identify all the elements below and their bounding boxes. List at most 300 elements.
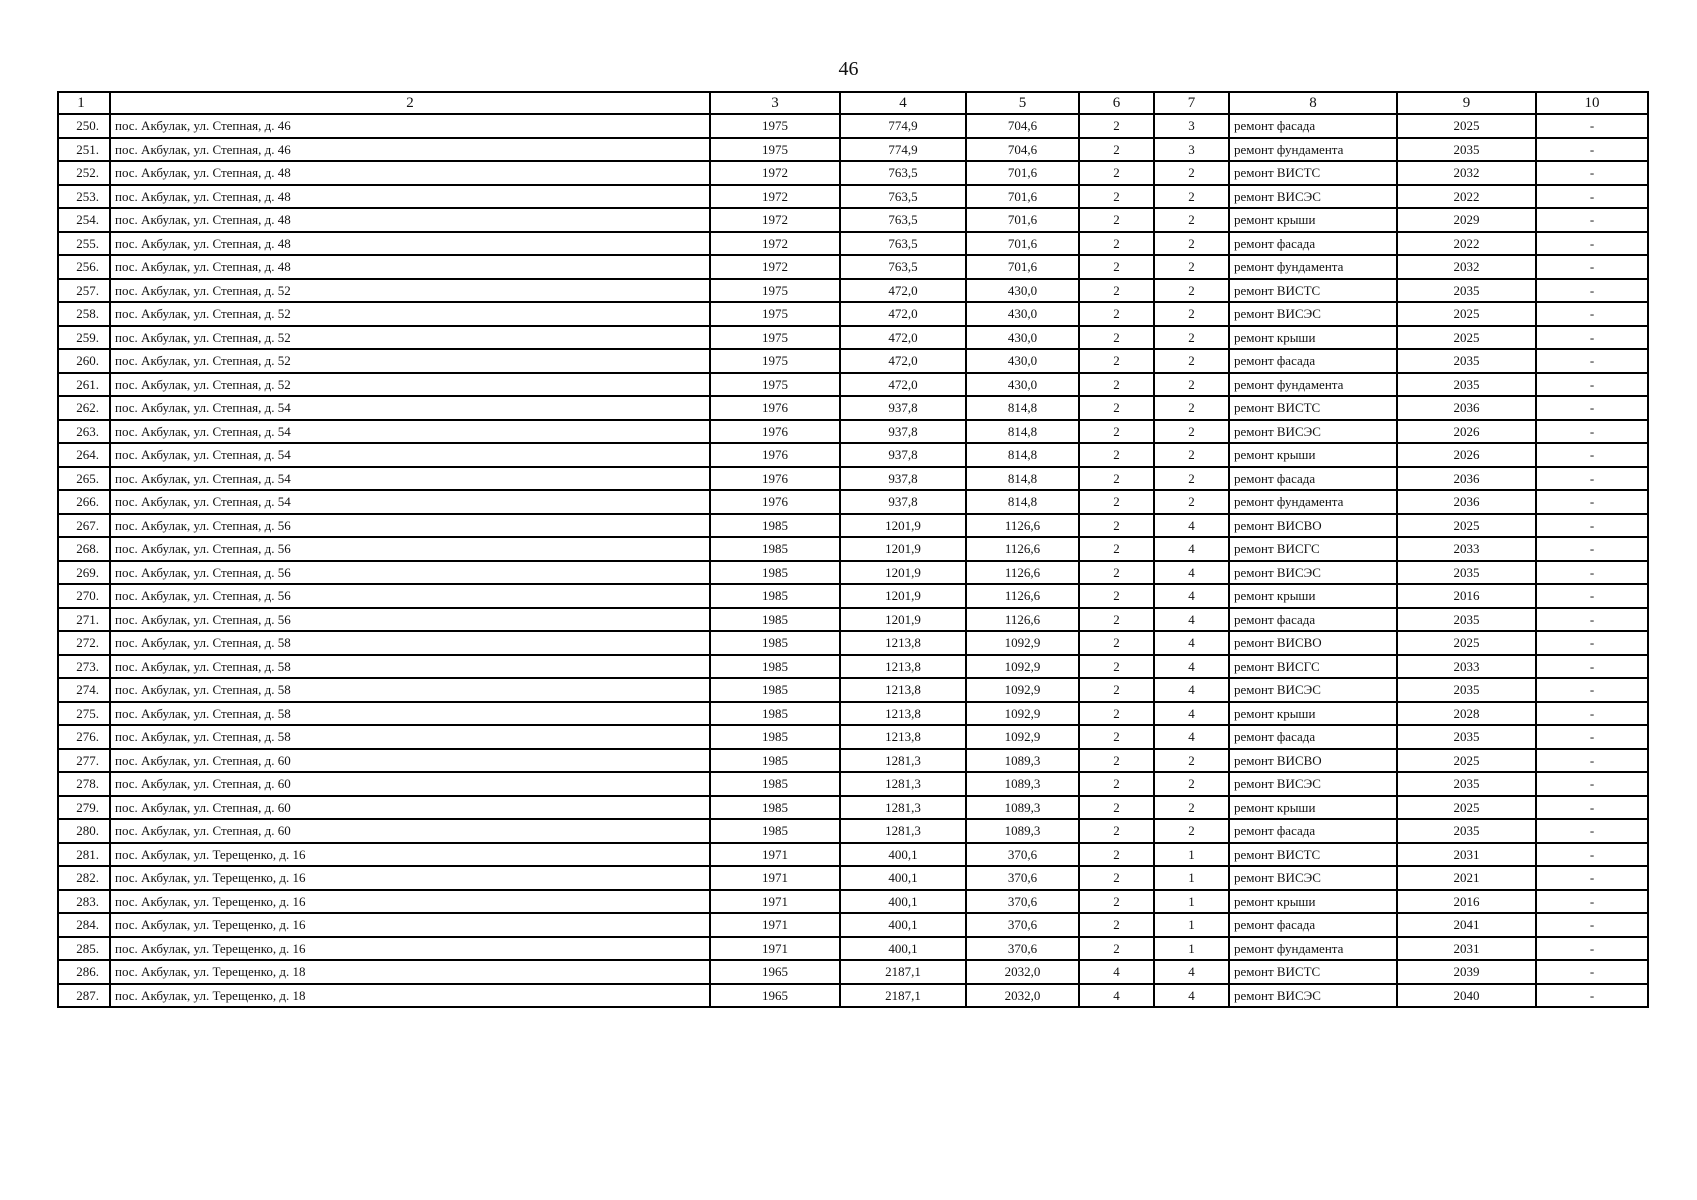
total-area-cell: 937,8	[840, 490, 966, 514]
floors-cell: 2	[1079, 890, 1154, 914]
floors-cell: 2	[1079, 161, 1154, 185]
total-area-cell: 400,1	[840, 866, 966, 890]
row-number-cell: 286.	[58, 960, 110, 984]
total-area-cell: 937,8	[840, 420, 966, 444]
planned-year-cell: 2025	[1397, 326, 1536, 350]
floors-cell: 2	[1079, 655, 1154, 679]
address-cell: пос. Акбулак, ул. Степная, д. 54	[110, 396, 710, 420]
year-built-cell: 1985	[710, 537, 840, 561]
table-row	[58, 467, 1648, 491]
table-row	[58, 843, 1648, 867]
table-row	[58, 819, 1648, 843]
entrances-cell: 2	[1154, 161, 1229, 185]
year-built-cell: 1985	[710, 725, 840, 749]
planned-year-cell: 2025	[1397, 514, 1536, 538]
note-cell: -	[1536, 443, 1648, 467]
row-number-cell: 276.	[58, 725, 110, 749]
note-cell: -	[1536, 608, 1648, 632]
note-cell: -	[1536, 819, 1648, 843]
planned-year-cell: 2025	[1397, 302, 1536, 326]
entrances-cell: 1	[1154, 866, 1229, 890]
row-number-cell: 260.	[58, 349, 110, 373]
address-cell: пос. Акбулак, ул. Степная, д. 46	[110, 138, 710, 162]
row-number-cell: 274.	[58, 678, 110, 702]
entrances-cell: 4	[1154, 514, 1229, 538]
note-cell: -	[1536, 255, 1648, 279]
total-area-cell: 763,5	[840, 161, 966, 185]
total-area-cell: 1201,9	[840, 561, 966, 585]
living-area-cell: 430,0	[966, 349, 1079, 373]
row-number-cell: 269.	[58, 561, 110, 585]
note-cell: -	[1536, 866, 1648, 890]
row-number-cell: 250.	[58, 114, 110, 138]
planned-year-cell: 2035	[1397, 561, 1536, 585]
floors-cell: 2	[1079, 678, 1154, 702]
work-type-cell: ремонт ВИСТС	[1229, 161, 1397, 185]
address-cell: пос. Акбулак, ул. Терещенко, д. 16	[110, 890, 710, 914]
year-built-cell: 1985	[710, 514, 840, 538]
total-area-cell: 937,8	[840, 467, 966, 491]
planned-year-cell: 2016	[1397, 890, 1536, 914]
note-cell: -	[1536, 467, 1648, 491]
entrances-cell: 4	[1154, 678, 1229, 702]
work-type-cell: ремонт ВИСТС	[1229, 960, 1397, 984]
work-type-cell: ремонт крыши	[1229, 443, 1397, 467]
address-cell: пос. Акбулак, ул. Степная, д. 48	[110, 208, 710, 232]
entrances-cell: 2	[1154, 796, 1229, 820]
note-cell: -	[1536, 843, 1648, 867]
note-cell: -	[1536, 279, 1648, 303]
total-area-cell: 472,0	[840, 349, 966, 373]
work-type-cell: ремонт ВИСГС	[1229, 655, 1397, 679]
living-area-cell: 1089,3	[966, 749, 1079, 773]
work-type-cell: ремонт фасада	[1229, 349, 1397, 373]
planned-year-cell: 2033	[1397, 537, 1536, 561]
row-number-cell: 273.	[58, 655, 110, 679]
living-area-cell: 1092,9	[966, 631, 1079, 655]
address-cell: пос. Акбулак, ул. Степная, д. 58	[110, 655, 710, 679]
table-row	[58, 232, 1648, 256]
table-row	[58, 960, 1648, 984]
planned-year-cell: 2039	[1397, 960, 1536, 984]
table-row	[58, 937, 1648, 961]
address-cell: пос. Акбулак, ул. Степная, д. 48	[110, 185, 710, 209]
entrances-cell: 2	[1154, 279, 1229, 303]
total-area-cell: 472,0	[840, 279, 966, 303]
living-area-cell: 1089,3	[966, 819, 1079, 843]
table-row	[58, 490, 1648, 514]
row-number-cell: 253.	[58, 185, 110, 209]
living-area-cell: 1092,9	[966, 702, 1079, 726]
note-cell: -	[1536, 185, 1648, 209]
row-number-cell: 259.	[58, 326, 110, 350]
floors-cell: 2	[1079, 373, 1154, 397]
table-row	[58, 866, 1648, 890]
address-cell: пос. Акбулак, ул. Терещенко, д. 18	[110, 960, 710, 984]
year-built-cell: 1985	[710, 702, 840, 726]
planned-year-cell: 2031	[1397, 843, 1536, 867]
address-cell: пос. Акбулак, ул. Степная, д. 58	[110, 725, 710, 749]
row-number-cell: 255.	[58, 232, 110, 256]
living-area-cell: 1089,3	[966, 796, 1079, 820]
address-cell: пос. Акбулак, ул. Терещенко, д. 18	[110, 984, 710, 1008]
floors-cell: 2	[1079, 138, 1154, 162]
total-area-cell: 937,8	[840, 396, 966, 420]
entrances-cell: 2	[1154, 420, 1229, 444]
note-cell: -	[1536, 796, 1648, 820]
row-number-cell: 258.	[58, 302, 110, 326]
living-area-cell: 430,0	[966, 326, 1079, 350]
floors-cell: 2	[1079, 467, 1154, 491]
header-cell: 7	[1154, 92, 1229, 114]
table-row	[58, 302, 1648, 326]
address-cell: пос. Акбулак, ул. Степная, д. 52	[110, 349, 710, 373]
planned-year-cell: 2026	[1397, 420, 1536, 444]
address-cell: пос. Акбулак, ул. Степная, д. 58	[110, 631, 710, 655]
note-cell: -	[1536, 678, 1648, 702]
planned-year-cell: 2025	[1397, 796, 1536, 820]
header-cell: 2	[110, 92, 710, 114]
entrances-cell: 1	[1154, 890, 1229, 914]
entrances-cell: 2	[1154, 373, 1229, 397]
address-cell: пос. Акбулак, ул. Степная, д. 52	[110, 326, 710, 350]
entrances-cell: 4	[1154, 631, 1229, 655]
entrances-cell: 2	[1154, 772, 1229, 796]
planned-year-cell: 2035	[1397, 279, 1536, 303]
year-built-cell: 1976	[710, 490, 840, 514]
note-cell: -	[1536, 373, 1648, 397]
floors-cell: 2	[1079, 584, 1154, 608]
year-built-cell: 1985	[710, 584, 840, 608]
address-cell: пос. Акбулак, ул. Степная, д. 52	[110, 373, 710, 397]
floors-cell: 2	[1079, 913, 1154, 937]
living-area-cell: 1092,9	[966, 725, 1079, 749]
living-area-cell: 701,6	[966, 255, 1079, 279]
total-area-cell: 763,5	[840, 255, 966, 279]
entrances-cell: 2	[1154, 232, 1229, 256]
table-row	[58, 349, 1648, 373]
work-type-cell: ремонт ВИСЭС	[1229, 678, 1397, 702]
row-number-cell: 287.	[58, 984, 110, 1008]
row-number-cell: 266.	[58, 490, 110, 514]
planned-year-cell: 2035	[1397, 608, 1536, 632]
work-type-cell: ремонт крыши	[1229, 326, 1397, 350]
work-type-cell: ремонт фундамента	[1229, 138, 1397, 162]
header-cell: 9	[1397, 92, 1536, 114]
note-cell: -	[1536, 937, 1648, 961]
living-area-cell: 814,8	[966, 467, 1079, 491]
floors-cell: 2	[1079, 420, 1154, 444]
row-number-cell: 275.	[58, 702, 110, 726]
floors-cell: 2	[1079, 866, 1154, 890]
floors-cell: 2	[1079, 749, 1154, 773]
year-built-cell: 1975	[710, 114, 840, 138]
table-row	[58, 185, 1648, 209]
total-area-cell: 1281,3	[840, 796, 966, 820]
year-built-cell: 1971	[710, 913, 840, 937]
work-type-cell: ремонт ВИСЭС	[1229, 984, 1397, 1008]
year-built-cell: 1972	[710, 185, 840, 209]
year-built-cell: 1972	[710, 232, 840, 256]
work-type-cell: ремонт крыши	[1229, 890, 1397, 914]
note-cell: -	[1536, 984, 1648, 1008]
entrances-cell: 4	[1154, 655, 1229, 679]
work-type-cell: ремонт крыши	[1229, 208, 1397, 232]
living-area-cell: 814,8	[966, 396, 1079, 420]
living-area-cell: 1126,6	[966, 561, 1079, 585]
living-area-cell: 370,6	[966, 843, 1079, 867]
living-area-cell: 701,6	[966, 208, 1079, 232]
table-row	[58, 161, 1648, 185]
entrances-cell: 1	[1154, 937, 1229, 961]
total-area-cell: 1201,9	[840, 514, 966, 538]
header-cell: 4	[840, 92, 966, 114]
entrances-cell: 2	[1154, 443, 1229, 467]
table-row	[58, 890, 1648, 914]
planned-year-cell: 2028	[1397, 702, 1536, 726]
work-type-cell: ремонт ВИСВО	[1229, 631, 1397, 655]
living-area-cell: 701,6	[966, 161, 1079, 185]
entrances-cell: 2	[1154, 749, 1229, 773]
planned-year-cell: 2035	[1397, 678, 1536, 702]
entrances-cell: 4	[1154, 960, 1229, 984]
year-built-cell: 1985	[710, 608, 840, 632]
planned-year-cell: 2032	[1397, 161, 1536, 185]
work-type-cell: ремонт ВИСТС	[1229, 279, 1397, 303]
total-area-cell: 472,0	[840, 302, 966, 326]
planned-year-cell: 2025	[1397, 114, 1536, 138]
floors-cell: 2	[1079, 819, 1154, 843]
living-area-cell: 430,0	[966, 279, 1079, 303]
entrances-cell: 2	[1154, 185, 1229, 209]
year-built-cell: 1975	[710, 349, 840, 373]
floors-cell: 4	[1079, 984, 1154, 1008]
year-built-cell: 1975	[710, 138, 840, 162]
address-cell: пос. Акбулак, ул. Степная, д. 56	[110, 514, 710, 538]
address-cell: пос. Акбулак, ул. Степная, д. 46	[110, 114, 710, 138]
address-cell: пос. Акбулак, ул. Степная, д. 52	[110, 302, 710, 326]
total-area-cell: 937,8	[840, 443, 966, 467]
planned-year-cell: 2035	[1397, 725, 1536, 749]
floors-cell: 2	[1079, 326, 1154, 350]
work-type-cell: ремонт ВИСВО	[1229, 514, 1397, 538]
address-cell: пос. Акбулак, ул. Степная, д. 54	[110, 420, 710, 444]
row-number-cell: 263.	[58, 420, 110, 444]
total-area-cell: 400,1	[840, 890, 966, 914]
total-area-cell: 1201,9	[840, 608, 966, 632]
work-type-cell: ремонт фасада	[1229, 819, 1397, 843]
year-built-cell: 1976	[710, 396, 840, 420]
row-number-cell: 285.	[58, 937, 110, 961]
work-type-cell: ремонт фасада	[1229, 232, 1397, 256]
year-built-cell: 1976	[710, 420, 840, 444]
table-row	[58, 749, 1648, 773]
table-row	[58, 537, 1648, 561]
living-area-cell: 370,6	[966, 890, 1079, 914]
floors-cell: 2	[1079, 537, 1154, 561]
entrances-cell: 4	[1154, 984, 1229, 1008]
living-area-cell: 814,8	[966, 443, 1079, 467]
note-cell: -	[1536, 725, 1648, 749]
row-number-cell: 280.	[58, 819, 110, 843]
entrances-cell: 4	[1154, 608, 1229, 632]
address-cell: пос. Акбулак, ул. Степная, д. 52	[110, 279, 710, 303]
row-number-cell: 257.	[58, 279, 110, 303]
table-row	[58, 984, 1648, 1008]
planned-year-cell: 2035	[1397, 138, 1536, 162]
work-type-cell: ремонт крыши	[1229, 584, 1397, 608]
row-number-cell: 278.	[58, 772, 110, 796]
year-built-cell: 1985	[710, 749, 840, 773]
floors-cell: 2	[1079, 349, 1154, 373]
row-number-cell: 284.	[58, 913, 110, 937]
address-cell: пос. Акбулак, ул. Степная, д. 54	[110, 490, 710, 514]
work-type-cell: ремонт крыши	[1229, 796, 1397, 820]
row-number-cell: 256.	[58, 255, 110, 279]
row-number-cell: 251.	[58, 138, 110, 162]
planned-year-cell: 2035	[1397, 819, 1536, 843]
entrances-cell: 4	[1154, 561, 1229, 585]
floors-cell: 2	[1079, 514, 1154, 538]
table-row	[58, 631, 1648, 655]
planned-year-cell: 2016	[1397, 584, 1536, 608]
table-row	[58, 561, 1648, 585]
table-row	[58, 772, 1648, 796]
address-cell: пос. Акбулак, ул. Степная, д. 56	[110, 561, 710, 585]
table-row	[58, 208, 1648, 232]
work-type-cell: ремонт ВИСТС	[1229, 843, 1397, 867]
header-cell: 8	[1229, 92, 1397, 114]
address-cell: пос. Акбулак, ул. Терещенко, д. 16	[110, 866, 710, 890]
address-cell: пос. Акбулак, ул. Степная, д. 48	[110, 255, 710, 279]
note-cell: -	[1536, 584, 1648, 608]
floors-cell: 4	[1079, 960, 1154, 984]
entrances-cell: 1	[1154, 843, 1229, 867]
year-built-cell: 1976	[710, 467, 840, 491]
address-cell: пос. Акбулак, ул. Степная, д. 54	[110, 443, 710, 467]
work-type-cell: ремонт ВИСЭС	[1229, 302, 1397, 326]
note-cell: -	[1536, 702, 1648, 726]
entrances-cell: 2	[1154, 349, 1229, 373]
floors-cell: 2	[1079, 114, 1154, 138]
total-area-cell: 2187,1	[840, 960, 966, 984]
address-cell: пос. Акбулак, ул. Степная, д. 56	[110, 608, 710, 632]
entrances-cell: 4	[1154, 702, 1229, 726]
header-cell: 10	[1536, 92, 1648, 114]
entrances-cell: 4	[1154, 584, 1229, 608]
total-area-cell: 774,9	[840, 114, 966, 138]
row-number-cell: 281.	[58, 843, 110, 867]
living-area-cell: 704,6	[966, 138, 1079, 162]
entrances-cell: 2	[1154, 208, 1229, 232]
floors-cell: 2	[1079, 608, 1154, 632]
row-number-cell: 262.	[58, 396, 110, 420]
address-cell: пос. Акбулак, ул. Степная, д. 56	[110, 584, 710, 608]
floors-cell: 2	[1079, 302, 1154, 326]
work-type-cell: ремонт фундамента	[1229, 490, 1397, 514]
planned-year-cell: 2035	[1397, 373, 1536, 397]
table-row	[58, 279, 1648, 303]
total-area-cell: 1201,9	[840, 584, 966, 608]
floors-cell: 2	[1079, 185, 1154, 209]
work-type-cell: ремонт ВИСЭС	[1229, 420, 1397, 444]
table-row	[58, 796, 1648, 820]
planned-year-cell: 2033	[1397, 655, 1536, 679]
note-cell: -	[1536, 302, 1648, 326]
total-area-cell: 1281,3	[840, 772, 966, 796]
row-number-cell: 271.	[58, 608, 110, 632]
floors-cell: 2	[1079, 843, 1154, 867]
total-area-cell: 763,5	[840, 185, 966, 209]
year-built-cell: 1971	[710, 843, 840, 867]
year-built-cell: 1975	[710, 373, 840, 397]
floors-cell: 2	[1079, 631, 1154, 655]
row-number-cell: 272.	[58, 631, 110, 655]
address-cell: пос. Акбулак, ул. Степная, д. 60	[110, 819, 710, 843]
entrances-cell: 3	[1154, 114, 1229, 138]
floors-cell: 2	[1079, 561, 1154, 585]
entrances-cell: 2	[1154, 490, 1229, 514]
living-area-cell: 1092,9	[966, 678, 1079, 702]
table-body	[58, 92, 1648, 1007]
living-area-cell: 1089,3	[966, 772, 1079, 796]
floors-cell: 2	[1079, 396, 1154, 420]
total-area-cell: 1213,8	[840, 678, 966, 702]
table-row	[58, 655, 1648, 679]
total-area-cell: 774,9	[840, 138, 966, 162]
living-area-cell: 1126,6	[966, 537, 1079, 561]
address-cell: пос. Акбулак, ул. Степная, д. 56	[110, 537, 710, 561]
living-area-cell: 2032,0	[966, 960, 1079, 984]
table-row	[58, 514, 1648, 538]
entrances-cell: 2	[1154, 467, 1229, 491]
year-built-cell: 1975	[710, 326, 840, 350]
work-type-cell: ремонт ВИСЭС	[1229, 866, 1397, 890]
year-built-cell: 1985	[710, 655, 840, 679]
living-area-cell: 1126,6	[966, 584, 1079, 608]
address-cell: пос. Акбулак, ул. Степная, д. 48	[110, 161, 710, 185]
living-area-cell: 1092,9	[966, 655, 1079, 679]
address-cell: пос. Акбулак, ул. Степная, д. 54	[110, 467, 710, 491]
entrances-cell: 3	[1154, 138, 1229, 162]
floors-cell: 2	[1079, 443, 1154, 467]
planned-year-cell: 2022	[1397, 185, 1536, 209]
row-number-cell: 279.	[58, 796, 110, 820]
table-row	[58, 443, 1648, 467]
planned-year-cell: 2025	[1397, 631, 1536, 655]
living-area-cell: 1126,6	[966, 608, 1079, 632]
column-number-row	[58, 92, 1648, 114]
year-built-cell: 1975	[710, 302, 840, 326]
total-area-cell: 763,5	[840, 208, 966, 232]
address-cell: пос. Акбулак, ул. Терещенко, д. 16	[110, 937, 710, 961]
planned-year-cell: 2041	[1397, 913, 1536, 937]
table-row	[58, 608, 1648, 632]
row-number-cell: 252.	[58, 161, 110, 185]
living-area-cell: 701,6	[966, 232, 1079, 256]
row-number-cell: 277.	[58, 749, 110, 773]
note-cell: -	[1536, 161, 1648, 185]
entrances-cell: 2	[1154, 255, 1229, 279]
address-cell: пос. Акбулак, ул. Терещенко, д. 16	[110, 843, 710, 867]
row-number-cell: 283.	[58, 890, 110, 914]
year-built-cell: 1972	[710, 255, 840, 279]
total-area-cell: 472,0	[840, 373, 966, 397]
table-row	[58, 114, 1648, 138]
year-built-cell: 1972	[710, 161, 840, 185]
living-area-cell: 814,8	[966, 420, 1079, 444]
note-cell: -	[1536, 772, 1648, 796]
